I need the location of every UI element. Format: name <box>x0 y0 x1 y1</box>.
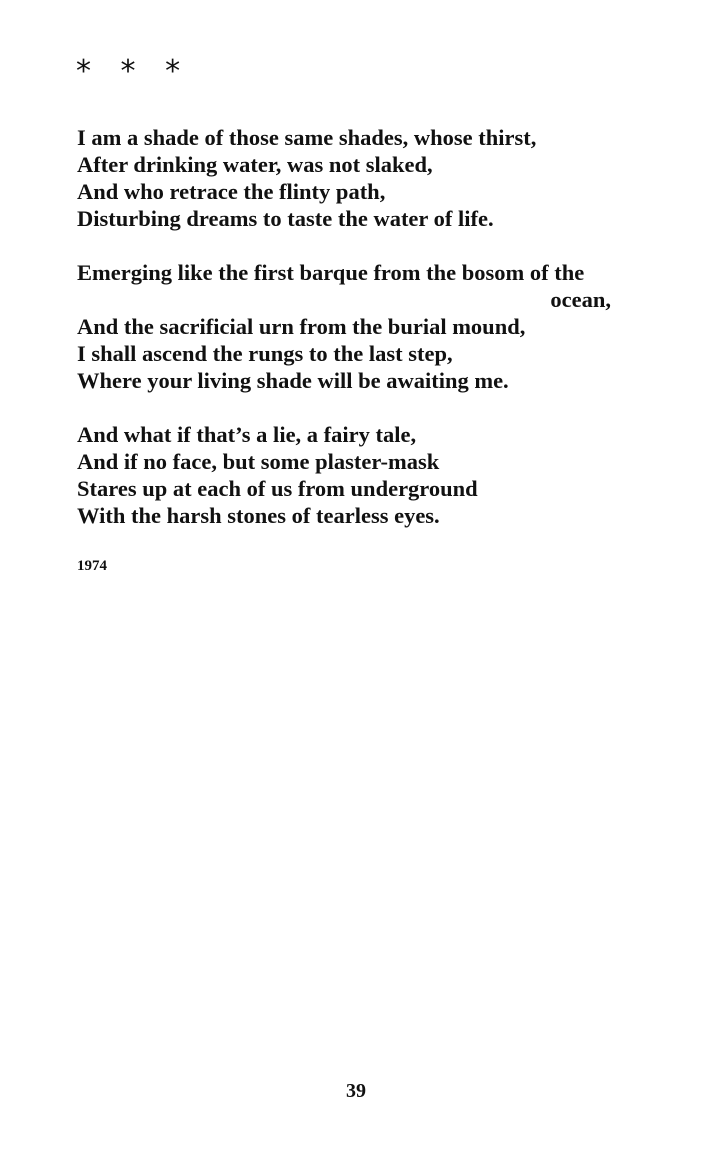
poem-line: After drinking water, was not slaked, <box>77 152 433 177</box>
stanza-1 <box>77 124 647 232</box>
poem-line: Emerging like the first barque from the bosom of the <box>77 260 585 285</box>
poem-line: I shall ascend the rungs to the last step, <box>77 341 453 366</box>
poem-year: 1974 <box>77 558 107 574</box>
section-asterisks: * * * <box>76 54 191 89</box>
poem-line-turnover: ocean, <box>550 287 611 312</box>
poem-line: And the sacrificial urn from the burial mound, <box>77 314 526 339</box>
poem-line: I am a shade of those same shades, whose thirst, <box>77 125 537 150</box>
poem-line: Stares up at each of us from underground <box>77 476 478 501</box>
poem-line: Disturbing dreams to taste the water of life. <box>77 206 494 231</box>
poem-line: And if no face, but some plaster-mask <box>77 449 440 474</box>
poem-line: And what if that’s a lie, a fairy tale, <box>77 422 417 447</box>
stanza-2 <box>77 259 647 394</box>
stanza-3 <box>77 421 647 529</box>
poem-line: Where your living shade will be awaiting me. <box>77 368 509 393</box>
poem <box>77 124 647 556</box>
poem-line: With the harsh stones of tearless eyes. <box>77 503 440 528</box>
poem-line: And who retrace the flinty path, <box>77 179 386 204</box>
page-number: 39 <box>346 1080 366 1102</box>
